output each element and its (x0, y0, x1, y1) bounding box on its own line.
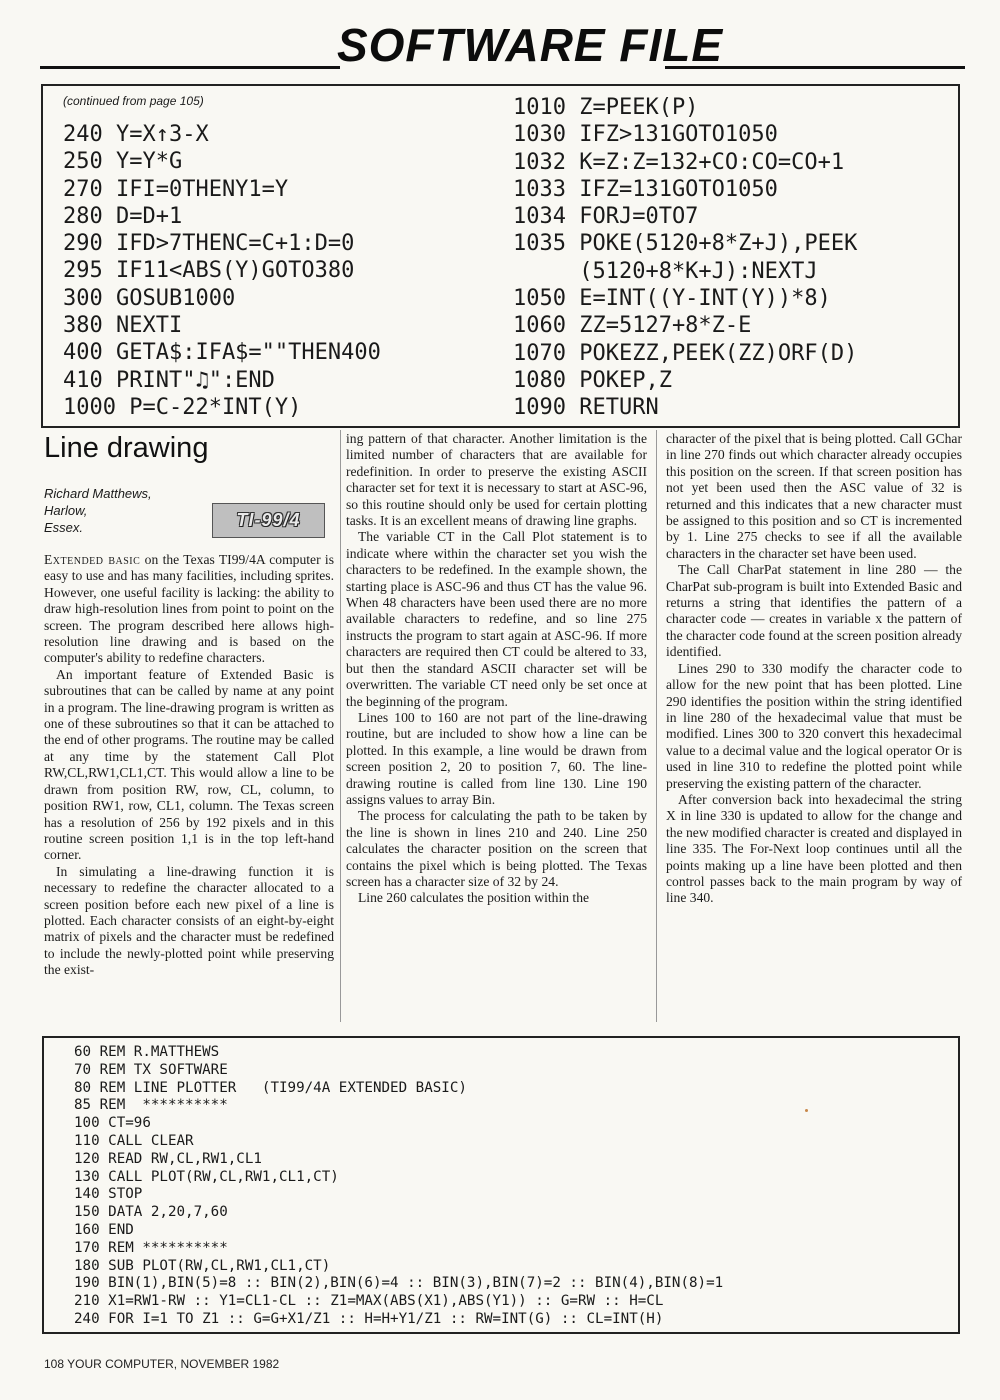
code-line: 280 D=D+1 (63, 203, 183, 229)
code-line: 1000 P=C-22*INT(Y) (63, 394, 302, 420)
article-paragraph: The process for calculating the path to be taken by the line is shown in lines 210 and 240. Line 250 calculates the character position on the screen that contains the pixel which is being plotted. The Texas screen has a character size of 32 by 24. (346, 808, 647, 889)
column-divider (340, 430, 341, 1022)
code-line: 1070 POKEZZ,PEEK(ZZ)ORF(D) (513, 340, 858, 366)
code-line: 1035 POKE(5120+8*Z+J),PEEK (513, 231, 858, 257)
code-line: 85 REM ********** (74, 1097, 228, 1114)
article-paragraph: ing pattern of that character. Another limitation is the limited number of characters that are available for redefinition. In order to preserve the existing ASCII character set for text it is necessary to start at ASC-96, so this routine should only be used for certain plotting tasks. It is an excellent means of drawing line graphs. (346, 431, 647, 529)
header-rule-left (40, 66, 340, 69)
code-line: 210 X1=RW1-RW :: Y1=CL1-CL :: Z1=MAX(ABS(X1),ABS(Y1)) :: G=RW :: H=CL (74, 1293, 664, 1310)
code-line: 170 REM ********** (74, 1239, 228, 1256)
code-line: 80 REM LINE PLOTTER (TI99/4A EXTENDED BASIC) (74, 1079, 467, 1096)
author-county: Essex. (44, 520, 84, 535)
code-line: 290 IFD>7THENC=C+1:D=0 (63, 231, 355, 257)
paragraph-text: on the Texas TI99/4A computer is easy to use and has many facilities, including sprites. However, one useful facility is lacking: the ability to draw high-resolution lines from point to point on the screen. The program described here allows high-resolution line drawing and is based on the computer's ability to redefine characters. (44, 552, 334, 666)
code-line: 240 FOR I=1 TO Z1 :: G=G+X1/Z1 :: H=H+Y1/Z1 :: RW=INT(G) :: CL=INT(H) (74, 1310, 664, 1327)
code-line: 295 IF11<ABS(Y)GOTO380 (63, 258, 355, 284)
article-paragraph: Lines 100 to 160 are not part of the line-drawing routine, but are included to show how a line can be plotted. In this example, a line would be drawn from screen position 2, 20 to position 7, 60. The line-drawing routine is called from line 130. Line 190 assigns values to array Bin. (346, 709, 647, 807)
code-line: (5120+8*K+J):NEXTJ (513, 258, 818, 284)
code-line: 130 CALL PLOT(RW,CL,RW1,CL1,CT) (74, 1168, 339, 1185)
author-name: Richard Matthews, (44, 486, 152, 501)
article-paragraph: The Call CharPat statement in line 280 — the CharPat sub-program is built into Extended Basic and returns a string that identifies the pattern of a character code — creates in variable x the pattern of the character code found at the screen position already identified. (666, 562, 962, 660)
code-line: 70 REM TX SOFTWARE (74, 1061, 228, 1078)
code-line: 1080 POKEP,Z (513, 367, 672, 393)
article-paragraph (44, 552, 334, 667)
page-footer: 108 YOUR COMPUTER, NOVEMBER 1982 (44, 1357, 280, 1371)
lead-smallcaps: Extended basic (44, 552, 141, 567)
code-line: 60 REM R.MATTHEWS (74, 1044, 220, 1060)
code-line: 120 READ RW,CL,RW1,CL1 (74, 1150, 262, 1167)
print-speck (805, 1109, 808, 1112)
code-line: 150 DATA 2,20,7,60 (74, 1204, 228, 1221)
code-line: 1034 FORJ=0TO7 (513, 204, 699, 230)
code-line: 100 CT=96 (74, 1115, 151, 1132)
code-line: 110 CALL CLEAR (74, 1132, 194, 1149)
program-listing (74, 1044, 723, 1329)
article-column-1 (44, 552, 334, 979)
article-column-2 (346, 431, 647, 907)
code-line: 240 Y=X↑3-X (63, 122, 209, 147)
code-column-right (513, 94, 857, 422)
section-title: SOFTWARE FILE (336, 19, 724, 71)
code-line: 1033 IFZ=131GOTO1050 (513, 176, 778, 202)
code-line: 1030 IFZ>131GOTO1050 (513, 122, 778, 148)
code-line: 1050 E=INT((Y-INT(Y))*8) (513, 286, 831, 312)
article-title: Line drawing (44, 432, 209, 464)
article-paragraph: Line 260 calculates the position within the (358, 890, 590, 906)
author-town: Harlow, (44, 503, 88, 518)
platform-badge (212, 503, 325, 538)
code-line: 1090 RETURN (513, 395, 659, 421)
bottom-code-listing (42, 1036, 960, 1334)
code-line: 270 IFI=0THENY1=Y (63, 176, 289, 202)
article-paragraph: The variable CT in the Call Plot statement is to indicate where within the character set you wish the characters to be redefined. In the example shown, the starting place is ASC-96 and thus CT has the value 96. When 48 characters have been used there are no more available characters to redefine, and so line 275 instructs the program to start again at ASC-96. If more characters are required then CT could be altered to 33, but then the standard ASCII character set will be overwritten. The variable CT need only be set once at the beginning of the program. (346, 529, 647, 709)
code-line: 180 SUB PLOT(RW,CL,RW1,CL1,CT) (74, 1257, 331, 1274)
column-divider (656, 430, 657, 1022)
code-line: 190 BIN(1),BIN(5)=8 :: BIN(2),BIN(6)=4 :: BIN(3),BIN(7)=2 :: BIN(4),BIN(8)=1 (74, 1275, 724, 1292)
header-rule-right (665, 66, 965, 69)
article-paragraph: An important feature of Extended Basic is subroutines that can be called by name at any point in a program. The line-drawing program is written as one of these subroutines so that it can be attached to the end of other programs. The routine may be called at any time by the statement Call Plot RW,CL,RW1,CL1,CT. This would allow a line to be drawn from position RW, row, CL, column, to position RW1, row, CL1, column. The Texas screen has a resolution of 256 by 192 pixels and in this routine screen position 1,1 is in the top left-hand corner. (44, 666, 334, 863)
article-paragraph: character of the pixel that is being plotted. Call GChar in line 270 finds out which character already occupies this position on the screen. If that screen position has not yet been used then the ASC value of 32 is returned and this indicates that a new character must be assigned to this position and so CT is incremented by 1. Line 275 checks to see if all the available characters in the character set have been used. (666, 431, 962, 561)
section-header (40, 18, 965, 72)
code-line: 140 STOP (74, 1186, 143, 1203)
code-line: 380 NEXTI (63, 313, 183, 339)
code-line: 250 Y=Y*G (63, 149, 183, 175)
code-line: 410 PRINT"♫":END (63, 367, 275, 393)
code-line: 1060 ZZ=5127+8*Z-E (513, 313, 752, 339)
top-code-listing (41, 84, 960, 428)
article-paragraph: Lines 290 to 330 modify the character code to allow for the new point that has been plotted. Line 290 identifies the position within the string identified in line 280 of the hexadecimal value that must be modified. Lines 300 to 320 convert this hexadecimal value to a decimal value and the logical operator Or is used in line 310 to redefine the plotted point while preserving the existing pattern of the character. (666, 660, 962, 791)
author-byline (44, 485, 152, 536)
code-column-left (63, 121, 381, 421)
article-paragraph: In simulating a line-drawing function it is necessary to redefine the character allocated to a screen position before each new pixel of a line is plotted. Each character consists of an eight-by-eight matrix of pixels and the character must be redefined to include the newly-plotted point while preserving the exist- (44, 863, 334, 978)
code-line: 160 END (74, 1221, 134, 1238)
code-line: 400 GETA$:IFA$=""THEN400 (63, 340, 381, 366)
platform-badge-label: TI-99/4 (236, 510, 301, 530)
continued-note: (continued from page 105) (63, 94, 204, 108)
article-column-3 (666, 431, 962, 907)
code-line: 1032 K=Z:Z=132+CO:CO=CO+1 (513, 149, 845, 175)
code-line: 1010 Z=PEEK(P) (513, 95, 699, 120)
article-paragraph: After conversion back into hexadecimal the string X in line 330 is updated to allow for the change and the new modified character is created and displayed in line 335. The For-Next loop continues until all the points making up a line have been plotted and then control passes back to the main program by way of line 340. (666, 791, 962, 906)
code-line: 300 GOSUB1000 (63, 285, 236, 311)
